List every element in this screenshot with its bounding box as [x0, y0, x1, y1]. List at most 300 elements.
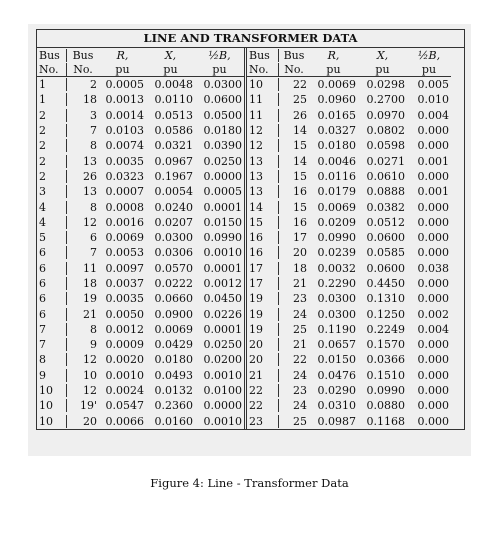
- cell-to-bus: 12: [83, 215, 97, 229]
- cell-to-bus: 24: [293, 368, 307, 382]
- cell-from-bus: 19: [247, 292, 279, 305]
- cell-to-bus: 21: [293, 277, 307, 290]
- cell-from-bus: 4: [37, 216, 67, 229]
- cell-reactance: 0.0160: [154, 414, 193, 428]
- table-row: [247, 276, 451, 291]
- cell-resistance: 0.0239: [317, 246, 356, 260]
- cell-reactance: 0.0240: [154, 200, 193, 214]
- cell-from-bus: 20: [247, 353, 279, 366]
- header-reactance: pu: [375, 62, 390, 76]
- cell-resistance: 0.0016: [105, 215, 144, 229]
- cell-resistance: 0.0053: [105, 246, 144, 260]
- cell-reactance: 0.0513: [154, 108, 193, 122]
- header-from-bus: No.: [37, 63, 67, 76]
- header-row: [37, 62, 244, 77]
- cell-half-susceptance: 0.000: [417, 277, 449, 290]
- table-row: [37, 199, 244, 214]
- cell-to-bus: 19': [79, 399, 97, 413]
- cell-resistance: 0.0012: [105, 322, 144, 336]
- cell-resistance: 0.0046: [317, 154, 356, 168]
- cell-from-bus: 2: [37, 109, 67, 122]
- cell-from-bus: 5: [37, 231, 67, 244]
- table-row: [37, 306, 244, 321]
- cell-reactance: 0.0598: [366, 139, 405, 153]
- cell-reactance: 0.0382: [366, 200, 405, 214]
- line-transformer-table: [36, 29, 465, 430]
- cell-resistance: 0.1190: [317, 322, 356, 336]
- cell-resistance: 0.0547: [105, 399, 144, 413]
- table-row: [37, 245, 244, 260]
- cell-reactance: 0.1310: [366, 292, 405, 306]
- cell-resistance: 0.2290: [317, 277, 356, 290]
- table-row: [37, 322, 244, 337]
- cell-from-bus: 22: [247, 384, 279, 397]
- header-resistance: pu: [326, 62, 341, 76]
- cell-half-susceptance: 0.000: [417, 246, 449, 260]
- cell-reactance: 0.0970: [366, 108, 405, 122]
- cell-half-susceptance: 0.000: [417, 368, 449, 382]
- cell-resistance: 0.0009: [105, 338, 144, 352]
- table-row: [247, 123, 451, 138]
- cell-to-bus: 20: [83, 414, 97, 428]
- cell-resistance: 0.0014: [105, 108, 144, 122]
- cell-to-bus: 20: [293, 246, 307, 260]
- cell-resistance: 0.0069: [317, 200, 356, 214]
- header-half-susceptance: pu: [421, 62, 437, 76]
- table-row: [247, 138, 451, 153]
- table-row: [37, 276, 244, 291]
- cell-reactance: 0.2360: [154, 399, 193, 413]
- cell-resistance: 0.0116: [317, 169, 356, 183]
- table-title: LINE AND TRANSFORMER DATA: [37, 30, 464, 48]
- cell-half-susceptance: 0.000: [417, 414, 449, 428]
- cell-half-susceptance: 0.0001: [203, 322, 242, 336]
- cell-half-susceptance: 0.000: [417, 169, 449, 183]
- cell-reactance: 0.0132: [154, 384, 193, 398]
- cell-half-susceptance: 0.0012: [203, 277, 242, 290]
- cell-to-bus: 25: [293, 322, 307, 336]
- table-row: [37, 215, 244, 230]
- cell-half-susceptance: 0.000: [417, 353, 449, 367]
- cell-to-bus: 17: [293, 231, 307, 245]
- cell-from-bus: 2: [37, 124, 67, 137]
- cell-to-bus: 8: [90, 139, 97, 153]
- table-row: [37, 337, 244, 352]
- header-reactance: X,: [376, 48, 389, 62]
- cell-reactance: 0.0493: [154, 368, 193, 382]
- cell-to-bus: 11: [83, 261, 97, 275]
- cell-resistance: 0.0007: [105, 185, 144, 199]
- header-to-bus: No.: [284, 62, 304, 76]
- cell-to-bus: 14: [293, 124, 307, 138]
- cell-from-bus: 13: [247, 155, 279, 168]
- cell-resistance: 0.0010: [105, 368, 144, 382]
- table-row: [37, 77, 244, 92]
- cell-to-bus: 12: [83, 353, 97, 367]
- header-from-bus: No.: [247, 63, 279, 76]
- cell-to-bus: 7: [90, 246, 97, 260]
- cell-reactance: 0.4450: [366, 277, 405, 290]
- cell-to-bus: 18: [83, 93, 97, 107]
- table-row: [247, 398, 451, 413]
- cell-half-susceptance: 0.000: [417, 139, 449, 153]
- table-row: [247, 414, 451, 429]
- table-row: [37, 230, 244, 245]
- header-row: [247, 62, 451, 77]
- header-half-susceptance: ½B,: [208, 48, 231, 62]
- cell-half-susceptance: 0.0001: [203, 261, 242, 275]
- cell-resistance: 0.0327: [317, 124, 356, 138]
- cell-half-susceptance: 0.0180: [203, 124, 242, 138]
- table-row: [37, 291, 244, 306]
- table-row: [37, 261, 244, 276]
- cell-from-bus: 23: [247, 415, 279, 428]
- cell-reactance: 0.0048: [154, 78, 193, 92]
- cell-from-bus: 10: [37, 384, 67, 397]
- cell-from-bus: 16: [247, 246, 279, 259]
- cell-reactance: 0.0570: [154, 261, 193, 275]
- cell-reactance: 0.0610: [366, 169, 405, 183]
- cell-reactance: 0.0660: [154, 292, 193, 306]
- cell-from-bus: 15: [247, 216, 279, 229]
- cell-resistance: 0.0103: [105, 124, 144, 138]
- figure-caption: Figure 4: Line - Transformer Data: [150, 476, 349, 490]
- header-to-bus: No.: [73, 62, 93, 76]
- cell-half-susceptance: 0.0600: [203, 93, 242, 107]
- cell-from-bus: 9: [37, 369, 67, 382]
- table-row: [37, 92, 244, 107]
- table-row: [247, 153, 451, 168]
- cell-from-bus: 11: [247, 93, 279, 106]
- table-row: [247, 215, 451, 230]
- cell-to-bus: 23: [293, 384, 307, 398]
- header-half-susceptance: ½B,: [417, 48, 441, 62]
- cell-half-susceptance: 0.0450: [203, 292, 242, 306]
- cell-reactance: 0.0600: [366, 231, 405, 245]
- cell-resistance: 0.0290: [317, 384, 356, 398]
- cell-resistance: 0.0179: [317, 185, 356, 199]
- cell-reactance: 0.0300: [154, 231, 193, 245]
- table-row: [37, 169, 244, 184]
- cell-half-susceptance: 0.000: [417, 384, 449, 398]
- cell-reactance: 0.0880: [366, 399, 405, 413]
- cell-half-susceptance: 0.0010: [203, 246, 242, 260]
- header-to-bus: Bus: [283, 48, 305, 62]
- table-row: [37, 153, 244, 168]
- table-row: [247, 245, 451, 260]
- cell-to-bus: 21: [293, 338, 307, 352]
- cell-half-susceptance: 0.0000: [203, 169, 242, 183]
- cell-from-bus: 17: [247, 262, 279, 275]
- cell-to-bus: 2: [90, 78, 97, 92]
- cell-reactance: 0.0298: [366, 78, 405, 92]
- cell-reactance: 0.0271: [366, 154, 405, 168]
- cell-to-bus: 24: [293, 307, 307, 321]
- cell-reactance: 0.1168: [366, 414, 405, 428]
- table-row: [37, 352, 244, 367]
- cell-from-bus: 2: [37, 139, 67, 152]
- cell-from-bus: 10: [37, 415, 67, 428]
- cell-from-bus: 12: [247, 139, 279, 152]
- cell-half-susceptance: 0.0150: [203, 215, 242, 229]
- cell-to-bus: 15: [293, 139, 307, 153]
- cell-from-bus: 17: [247, 277, 279, 290]
- cell-reactance: 0.0321: [154, 139, 193, 153]
- table-row: [247, 169, 451, 184]
- cell-to-bus: 19: [83, 292, 97, 306]
- table-row: [247, 306, 451, 321]
- cell-to-bus: 21: [83, 307, 97, 321]
- cell-reactance: 0.1967: [154, 169, 193, 183]
- table-row: [37, 383, 244, 398]
- cell-resistance: 0.0050: [105, 307, 144, 321]
- table-row: [247, 184, 451, 199]
- table-row: [247, 368, 451, 383]
- cell-reactance: 0.0207: [154, 215, 193, 229]
- cell-resistance: 0.0074: [105, 139, 144, 153]
- cell-from-bus: 13: [247, 185, 279, 198]
- cell-half-susceptance: 0.004: [417, 322, 449, 336]
- cell-resistance: 0.0008: [105, 200, 144, 214]
- cell-reactance: 0.0600: [366, 261, 405, 275]
- cell-resistance: 0.0300: [317, 292, 356, 306]
- cell-to-bus: 3: [90, 108, 97, 122]
- cell-to-bus: 18: [83, 277, 97, 290]
- cell-reactance: 0.0990: [366, 384, 405, 398]
- cell-resistance: 0.0323: [105, 169, 144, 183]
- table-row: [247, 383, 451, 398]
- table-row: [247, 108, 451, 123]
- cell-from-bus: 6: [37, 262, 67, 275]
- cell-resistance: 0.0476: [317, 368, 356, 382]
- cell-from-bus: 19: [247, 308, 279, 321]
- cell-to-bus: 15: [293, 169, 307, 183]
- cell-to-bus: 18: [293, 261, 307, 275]
- cell-to-bus: 25: [293, 93, 307, 107]
- cell-reactance: 0.0512: [366, 215, 405, 229]
- cell-from-bus: 7: [37, 323, 67, 336]
- cell-from-bus: 1: [37, 93, 67, 106]
- cell-from-bus: 22: [247, 399, 279, 412]
- table-row: [37, 368, 244, 383]
- cell-half-susceptance: 0.0200: [203, 353, 242, 367]
- cell-from-bus: 6: [37, 292, 67, 305]
- cell-to-bus: 8: [90, 322, 97, 336]
- cell-from-bus: 14: [247, 201, 279, 214]
- table-row: [247, 322, 451, 337]
- cell-to-bus: 13: [83, 154, 97, 168]
- cell-from-bus: 2: [37, 170, 67, 183]
- cell-to-bus: 24: [293, 399, 307, 413]
- cell-reactance: 0.1250: [366, 307, 405, 321]
- cell-to-bus: 9: [90, 338, 97, 352]
- cell-to-bus: 22: [293, 78, 307, 92]
- cell-half-susceptance: 0.0990: [203, 231, 242, 245]
- cell-resistance: 0.0180: [317, 139, 356, 153]
- cell-half-susceptance: 0.0001: [203, 200, 242, 214]
- cell-to-bus: 25: [293, 414, 307, 428]
- cell-half-susceptance: 0.0005: [203, 185, 242, 199]
- cell-reactance: 0.0054: [154, 185, 193, 199]
- table-row: [37, 123, 244, 138]
- header-reactance: X,: [164, 48, 177, 62]
- cell-to-bus: 22: [293, 353, 307, 367]
- cell-from-bus: 11: [247, 109, 279, 122]
- cell-to-bus: 16: [293, 215, 307, 229]
- cell-half-susceptance: 0.000: [417, 200, 449, 214]
- cell-resistance: 0.0165: [317, 108, 356, 122]
- cell-resistance: 0.0037: [105, 277, 144, 290]
- cell-half-susceptance: 0.002: [417, 307, 449, 321]
- cell-resistance: 0.0657: [317, 338, 356, 352]
- table-row: [247, 291, 451, 306]
- cell-resistance: 0.0990: [317, 231, 356, 245]
- cell-half-susceptance: 0.0500: [203, 108, 242, 122]
- cell-to-bus: 16: [293, 185, 307, 199]
- cell-half-susceptance: 0.004: [417, 108, 449, 122]
- cell-to-bus: 23: [293, 292, 307, 306]
- cell-reactance: 0.0967: [154, 154, 193, 168]
- cell-reactance: 0.0429: [154, 338, 193, 352]
- cell-to-bus: 10: [83, 368, 97, 382]
- table-left-half: [37, 48, 247, 429]
- cell-from-bus: 10: [37, 399, 67, 412]
- cell-reactance: 0.2249: [366, 322, 405, 336]
- cell-resistance: 0.0013: [105, 93, 144, 107]
- cell-resistance: 0.0310: [317, 399, 356, 413]
- cell-resistance: 0.0150: [317, 353, 356, 367]
- cell-half-susceptance: 0.0000: [203, 399, 242, 413]
- cell-from-bus: 19: [247, 323, 279, 336]
- cell-resistance: 0.0035: [105, 292, 144, 306]
- cell-reactance: 0.0222: [154, 277, 193, 290]
- cell-from-bus: 3: [37, 185, 67, 198]
- cell-reactance: 0.0586: [154, 124, 193, 138]
- cell-half-susceptance: 0.038: [417, 261, 449, 275]
- cell-resistance: 0.0097: [105, 261, 144, 275]
- cell-to-bus: 15: [293, 200, 307, 214]
- cell-reactance: 0.0900: [154, 307, 193, 321]
- cell-from-bus: 2: [37, 155, 67, 168]
- cell-from-bus: 6: [37, 277, 67, 290]
- table-row: [247, 337, 451, 352]
- cell-resistance: 0.0069: [105, 231, 144, 245]
- cell-reactance: 0.0306: [154, 246, 193, 260]
- table-row: [247, 92, 451, 107]
- table-right-half: [247, 48, 451, 429]
- header-reactance: pu: [163, 62, 178, 76]
- cell-half-susceptance: 0.0226: [203, 307, 242, 321]
- cell-from-bus: 1: [37, 78, 67, 91]
- cell-from-bus: 21: [247, 369, 279, 382]
- table-row: [37, 398, 244, 413]
- cell-reactance: 0.2700: [366, 93, 405, 107]
- cell-half-susceptance: 0.000: [417, 292, 449, 306]
- cell-reactance: 0.0110: [154, 93, 193, 107]
- cell-half-susceptance: 0.001: [417, 154, 449, 168]
- cell-half-susceptance: 0.000: [417, 231, 449, 245]
- cell-from-bus: 20: [247, 338, 279, 351]
- table-row: [37, 414, 244, 429]
- cell-resistance: 0.0066: [105, 414, 144, 428]
- table-row: [247, 77, 451, 92]
- cell-half-susceptance: 0.0250: [203, 338, 242, 352]
- table-grid: [37, 48, 464, 429]
- table-row: [247, 199, 451, 214]
- header-row: [37, 48, 244, 62]
- cell-resistance: 0.0020: [105, 353, 144, 367]
- cell-reactance: 0.1570: [366, 338, 405, 352]
- cell-reactance: 0.0802: [366, 124, 405, 138]
- cell-resistance: 0.0987: [317, 414, 356, 428]
- cell-reactance: 0.0366: [366, 353, 405, 367]
- cell-from-bus: 13: [247, 170, 279, 183]
- cell-from-bus: 8: [37, 353, 67, 366]
- cell-reactance: 0.0069: [154, 322, 193, 336]
- cell-half-susceptance: 0.010: [417, 93, 449, 107]
- cell-half-susceptance: 0.001: [417, 185, 449, 199]
- cell-to-bus: 6: [90, 231, 97, 245]
- header-resistance: pu: [115, 62, 130, 76]
- header-from-bus: Bus: [247, 49, 279, 62]
- cell-from-bus: 10: [247, 78, 279, 91]
- cell-from-bus: 6: [37, 308, 67, 321]
- cell-from-bus: 16: [247, 231, 279, 244]
- cell-from-bus: 6: [37, 246, 67, 259]
- cell-reactance: 0.1510: [366, 368, 405, 382]
- table-row: [37, 184, 244, 199]
- cell-to-bus: 26: [83, 169, 97, 183]
- cell-from-bus: 7: [37, 338, 67, 351]
- cell-half-susceptance: 0.000: [417, 215, 449, 229]
- cell-to-bus: 12: [83, 384, 97, 398]
- cell-half-susceptance: 0.0100: [203, 384, 242, 398]
- header-from-bus: Bus: [37, 49, 67, 62]
- cell-reactance: 0.0180: [154, 353, 193, 367]
- cell-resistance: 0.0300: [317, 307, 356, 321]
- table-sheet: [28, 24, 471, 456]
- cell-reactance: 0.0585: [366, 246, 405, 260]
- table-row: [37, 108, 244, 123]
- cell-resistance: 0.0032: [317, 261, 356, 275]
- cell-reactance: 0.0888: [366, 185, 405, 199]
- cell-resistance: 0.0035: [105, 154, 144, 168]
- cell-from-bus: 4: [37, 201, 67, 214]
- header-half-susceptance: pu: [212, 62, 227, 76]
- cell-to-bus: 26: [293, 108, 307, 122]
- header-resistance: R,: [116, 48, 129, 62]
- cell-resistance: 0.0005: [105, 78, 144, 92]
- cell-to-bus: 13: [83, 185, 97, 199]
- cell-half-susceptance: 0.0300: [203, 78, 242, 92]
- cell-to-bus: 7: [90, 124, 97, 138]
- table-row: [247, 261, 451, 276]
- table-row: [37, 138, 244, 153]
- cell-half-susceptance: 0.0010: [203, 414, 242, 428]
- cell-half-susceptance: 0.000: [417, 338, 449, 352]
- cell-resistance: 0.0069: [317, 78, 356, 92]
- cell-resistance: 0.0209: [317, 215, 356, 229]
- cell-half-susceptance: 0.0010: [203, 368, 242, 382]
- table-row: [247, 352, 451, 367]
- table-row: [247, 230, 451, 245]
- cell-half-susceptance: 0.000: [417, 124, 449, 138]
- cell-half-susceptance: 0.0250: [203, 154, 242, 168]
- cell-to-bus: 8: [90, 200, 97, 214]
- header-to-bus: Bus: [72, 48, 94, 62]
- cell-from-bus: 12: [247, 124, 279, 137]
- cell-resistance: 0.0024: [105, 384, 144, 398]
